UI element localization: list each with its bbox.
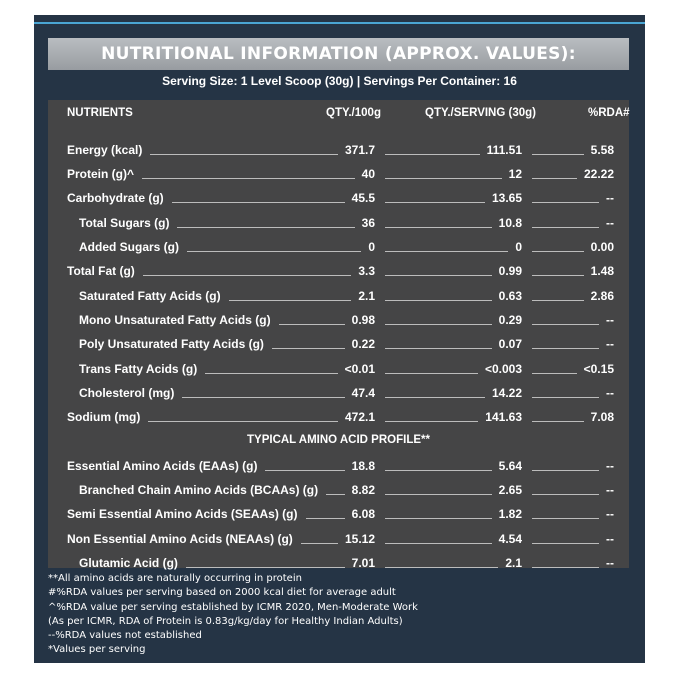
leader-line bbox=[532, 494, 599, 495]
leader-line bbox=[385, 470, 492, 471]
leader-line bbox=[385, 518, 492, 519]
leader-line bbox=[532, 397, 599, 398]
row-label: Cholesterol (mg) bbox=[79, 386, 175, 400]
value-rda: -- bbox=[606, 216, 614, 230]
row-label: Trans Fatty Acids (g) bbox=[79, 362, 198, 376]
value-per100g: 45.5 bbox=[351, 191, 375, 205]
leader-line bbox=[532, 518, 599, 519]
value-rda: -- bbox=[606, 532, 614, 546]
value-per100g: 3.3 bbox=[358, 264, 375, 278]
leader-line bbox=[532, 154, 584, 155]
value-per-serving: 14.22 bbox=[491, 386, 522, 400]
leader-line bbox=[532, 567, 599, 568]
row-label: Glutamic Acid (g) bbox=[79, 556, 178, 570]
leader-line bbox=[385, 494, 492, 495]
value-per100g: 15.12 bbox=[344, 532, 375, 546]
header-rda: %RDA# bbox=[588, 107, 630, 119]
value-per-serving: 0 bbox=[515, 240, 522, 254]
value-per100g: <0.01 bbox=[344, 362, 375, 376]
row-label: Essential Amino Acids (EAAs) (g) bbox=[67, 459, 258, 473]
row-label: Added Sugars (g) bbox=[79, 240, 180, 254]
leader-line bbox=[532, 227, 599, 228]
row-label: Carbohydrate (g) bbox=[67, 191, 164, 205]
value-per100g: 47.4 bbox=[351, 386, 375, 400]
value-rda: -- bbox=[606, 386, 614, 400]
leader-line bbox=[385, 421, 478, 422]
leader-line bbox=[532, 373, 577, 374]
value-per100g: 2.1 bbox=[358, 289, 375, 303]
leader-line bbox=[385, 397, 485, 398]
leader-line bbox=[385, 348, 492, 349]
value-rda: 5.58 bbox=[590, 143, 614, 157]
leader-line bbox=[229, 300, 351, 301]
value-per100g: 0.98 bbox=[351, 313, 375, 327]
leader-line bbox=[272, 348, 345, 349]
value-per100g: 371.7 bbox=[344, 143, 375, 157]
panel-title: NUTRITIONAL INFORMATION (APPROX. VALUES): bbox=[48, 38, 629, 70]
leader-line bbox=[385, 227, 492, 228]
footnote: #%RDA values per serving based on 2000 kcal diet for average adult bbox=[48, 587, 396, 599]
value-per-serving: 0.29 bbox=[498, 313, 522, 327]
value-per-serving: 13.65 bbox=[491, 191, 522, 205]
leader-line bbox=[143, 275, 351, 276]
row-label: Saturated Fatty Acids (g) bbox=[79, 289, 221, 303]
value-rda: 22.22 bbox=[583, 167, 614, 181]
footnote: *Values per serving bbox=[48, 644, 146, 656]
value-rda: -- bbox=[606, 337, 614, 351]
footnote: **All amino acids are naturally occurring in protein bbox=[48, 573, 302, 584]
leader-line bbox=[385, 300, 492, 301]
value-rda: 1.48 bbox=[590, 264, 614, 278]
row-label: Sodium (mg) bbox=[67, 410, 141, 424]
leader-line bbox=[532, 324, 599, 325]
value-per-serving: 2.65 bbox=[498, 483, 522, 497]
leader-line bbox=[532, 251, 584, 252]
value-rda: -- bbox=[606, 483, 614, 497]
value-per100g: 36 bbox=[361, 216, 375, 230]
value-per100g: 472.1 bbox=[344, 410, 375, 424]
top-accent-line bbox=[34, 22, 645, 24]
leader-line bbox=[385, 543, 492, 544]
leader-line bbox=[187, 251, 361, 252]
value-per100g: 6.08 bbox=[351, 507, 375, 521]
row-label: Total Fat (g) bbox=[67, 264, 135, 278]
value-rda: -- bbox=[606, 507, 614, 521]
value-per-serving: 5.64 bbox=[498, 459, 522, 473]
value-per-serving: 0.63 bbox=[498, 289, 522, 303]
row-label: Branched Chain Amino Acids (BCAAs) (g) bbox=[79, 483, 319, 497]
footnote: ^%RDA value per serving established by ICMR 2020, Men-Moderate Work bbox=[48, 601, 418, 613]
value-per100g: 0.22 bbox=[351, 337, 375, 351]
leader-line bbox=[385, 324, 492, 325]
value-rda: -- bbox=[606, 556, 614, 570]
value-per-serving: 141.63 bbox=[485, 410, 522, 424]
leader-line bbox=[172, 202, 345, 203]
leader-line bbox=[385, 275, 492, 276]
value-per100g: 0 bbox=[368, 240, 375, 254]
leader-line bbox=[532, 202, 599, 203]
row-label: Semi Essential Amino Acids (SEAAs) (g) bbox=[67, 507, 298, 521]
leader-line bbox=[385, 202, 485, 203]
value-per-serving: 1.82 bbox=[498, 507, 522, 521]
value-rda: -- bbox=[606, 313, 614, 327]
value-per-serving: 4.54 bbox=[498, 532, 522, 546]
header-per-serving: QTY./SERVING (30g) bbox=[425, 107, 536, 119]
value-per-serving: 0.99 bbox=[498, 264, 522, 278]
leader-line bbox=[306, 518, 345, 519]
leader-line bbox=[532, 348, 599, 349]
leader-line bbox=[385, 567, 498, 568]
value-per-serving: 12 bbox=[508, 167, 522, 181]
leader-line bbox=[142, 178, 355, 179]
nutrition-panel bbox=[34, 15, 645, 663]
footnote: (As per ICMR, RDA of Protein is 0.83g/kg/day for Healthy Indian Adults) bbox=[48, 615, 403, 627]
leader-line bbox=[148, 421, 338, 422]
leader-line bbox=[532, 275, 584, 276]
leader-line bbox=[385, 373, 478, 374]
leader-line bbox=[150, 154, 338, 155]
leader-line bbox=[186, 567, 345, 568]
value-per-serving: 2.1 bbox=[505, 556, 522, 570]
leader-line bbox=[532, 178, 577, 179]
value-per-serving: 0.07 bbox=[498, 337, 522, 351]
value-rda: <0.15 bbox=[583, 362, 614, 376]
leader-line bbox=[265, 470, 345, 471]
footnotes bbox=[48, 572, 629, 658]
value-rda: 7.08 bbox=[590, 410, 614, 424]
leader-line bbox=[532, 543, 599, 544]
row-label: Total Sugars (g) bbox=[79, 216, 170, 230]
value-rda: -- bbox=[606, 459, 614, 473]
leader-line bbox=[279, 324, 345, 325]
leader-line bbox=[385, 251, 508, 252]
value-rda: 2.86 bbox=[590, 289, 614, 303]
row-label: Non Essential Amino Acids (NEAAs) (g) bbox=[67, 532, 293, 546]
leader-line bbox=[205, 373, 338, 374]
leader-line bbox=[177, 227, 355, 228]
leader-line bbox=[182, 397, 345, 398]
header-nutrients: NUTRIENTS bbox=[67, 107, 133, 119]
value-per100g: 8.82 bbox=[351, 483, 375, 497]
leader-line bbox=[301, 543, 338, 544]
footnote: --%RDA values not established bbox=[48, 630, 202, 642]
leader-line bbox=[532, 470, 599, 471]
value-per-serving: <0.003 bbox=[484, 362, 522, 376]
value-per100g: 7.01 bbox=[351, 556, 375, 570]
value-per100g: 40 bbox=[361, 167, 375, 181]
row-label: Poly Unsaturated Fatty Acids (g) bbox=[79, 337, 264, 351]
value-rda: 0.00 bbox=[590, 240, 614, 254]
value-per100g: 18.8 bbox=[351, 459, 375, 473]
leader-line bbox=[385, 178, 502, 179]
row-label: Protein (g)^ bbox=[67, 167, 135, 181]
leader-line bbox=[532, 421, 584, 422]
value-per-serving: 111.51 bbox=[486, 143, 522, 157]
amino-section-title: TYPICAL AMINO ACID PROFILE** bbox=[247, 434, 430, 446]
leader-line bbox=[385, 154, 480, 155]
serving-info: Serving Size: 1 Level Scoop (30g) | Servings Per Container: 16 bbox=[162, 74, 517, 88]
leader-line bbox=[532, 300, 584, 301]
row-label: Mono Unsaturated Fatty Acids (g) bbox=[79, 313, 271, 327]
value-rda: -- bbox=[606, 191, 614, 205]
nutrition-table bbox=[48, 100, 629, 568]
row-label: Energy (kcal) bbox=[67, 143, 143, 157]
leader-line bbox=[326, 494, 345, 495]
header-per100g: QTY./100g bbox=[326, 107, 381, 119]
value-per-serving: 10.8 bbox=[498, 216, 522, 230]
